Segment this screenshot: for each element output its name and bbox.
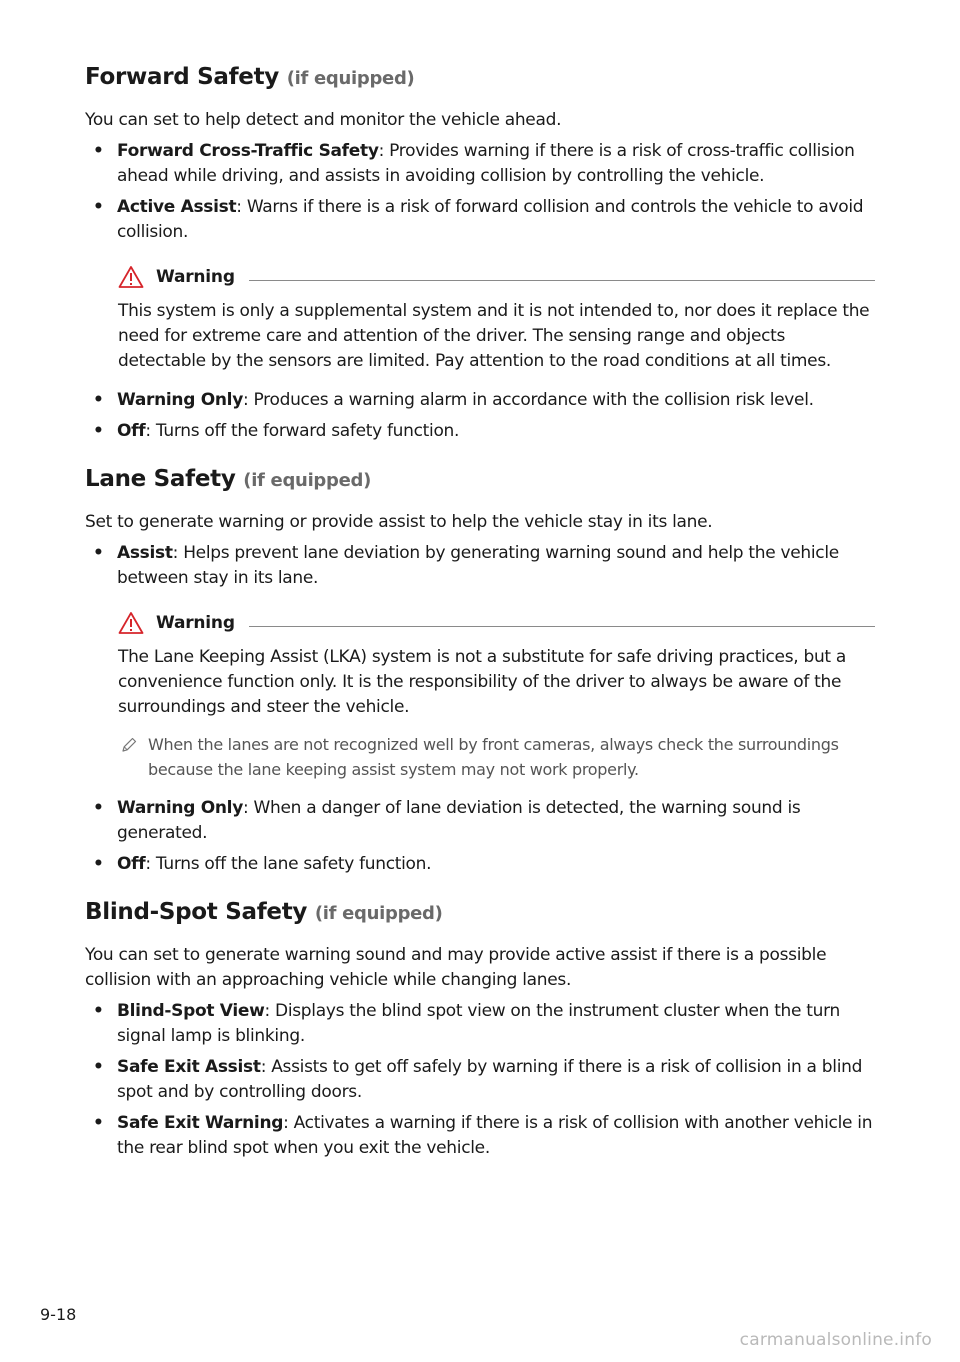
divider (249, 626, 875, 627)
pencil-note-icon (120, 736, 138, 754)
page-number: 9-18 (40, 1305, 77, 1324)
option-list (85, 796, 875, 877)
list-item: • Blind-Spot View: Displays the blind spot view on the instrument cluster when the turn signal lamp is blinking. (93, 1001, 841, 1046)
warning-title: Warning (156, 613, 235, 633)
list-item: • Safe Exit Assist: Assists to get off safely by warning if there is a risk of collision in a blind spot and by controlling doors. (93, 1057, 863, 1102)
page-content (85, 60, 875, 1179)
section-intro: You can set to generate warning sound and may provide active assist if there is a possible collision with an approaching vehicle while changing lanes. (85, 945, 827, 990)
section-forward-safety (85, 60, 875, 444)
section-lane-safety (85, 462, 875, 877)
list-item: • Warning Only: When a danger of lane deviation is detected, the warning sound is generated. (93, 798, 801, 843)
list-item: • Forward Cross-Traffic Safety: Provides warning if there is a risk of cross-traffic collision ahead while driving, and assists in avoiding collision by controlling the vehicle. (93, 141, 855, 186)
if-equipped-label: (if equipped) (286, 68, 415, 89)
section-title: Blind-Spot Safety (if equipped) (85, 899, 443, 925)
warning-triangle-icon (118, 611, 144, 635)
divider (249, 280, 875, 281)
option-list (85, 541, 875, 591)
list-item: • Warning Only: Produces a warning alarm in accordance with the collision risk level. (93, 390, 814, 410)
section-title: Forward Safety (if equipped) (85, 64, 415, 90)
list-item: • Active Assist: Warns if there is a risk of forward collision and controls the vehicle to avoid collision. (93, 197, 864, 242)
section-intro: Set to generate warning or provide assist to help the vehicle stay in its lane. (85, 512, 713, 532)
option-list (85, 139, 875, 245)
warning-text: This system is only a supplemental system and it is not intended to, nor does it replace the need for extreme care and attention of the driver. The sensing range and objects detectable by the sensors are limited. Pay attention to the road conditions at all times. (118, 301, 870, 371)
list-item: • Safe Exit Warning: Activates a warning if there is a risk of collision with another vehicle in the rear blind spot when you exit the vehicle. (93, 1113, 873, 1158)
note-text: When the lanes are not recognized well by front cameras, always check the surroundings because the lane keeping assist system may not work properly. (148, 735, 839, 779)
list-item: • Off: Turns off the forward safety function. (93, 421, 460, 441)
watermark: carmanualsonline.info (739, 1330, 932, 1350)
note (118, 732, 875, 782)
section-title: Lane Safety (if equipped) (85, 466, 372, 492)
warning-box (118, 609, 875, 782)
section-intro: You can set to help detect and monitor the vehicle ahead. (85, 110, 562, 130)
option-list (85, 388, 875, 444)
warning-triangle-icon (118, 265, 144, 289)
list-item: • Assist: Helps prevent lane deviation by generating warning sound and help the vehicle between stay in its lane. (93, 543, 839, 588)
warning-box (118, 263, 875, 374)
if-equipped-label: (if equipped) (314, 903, 443, 924)
option-list (85, 999, 875, 1161)
if-equipped-label: (if equipped) (243, 470, 372, 491)
warning-text: The Lane Keeping Assist (LKA) system is not a substitute for safe driving practices, but a convenience function only. It is the responsibility of the driver to always be aware of the surroundings and steer the vehicle. (118, 647, 847, 717)
section-blind-spot-safety (85, 895, 875, 1161)
warning-title: Warning (156, 267, 235, 287)
list-item: • Off: Turns off the lane safety function. (93, 854, 432, 874)
